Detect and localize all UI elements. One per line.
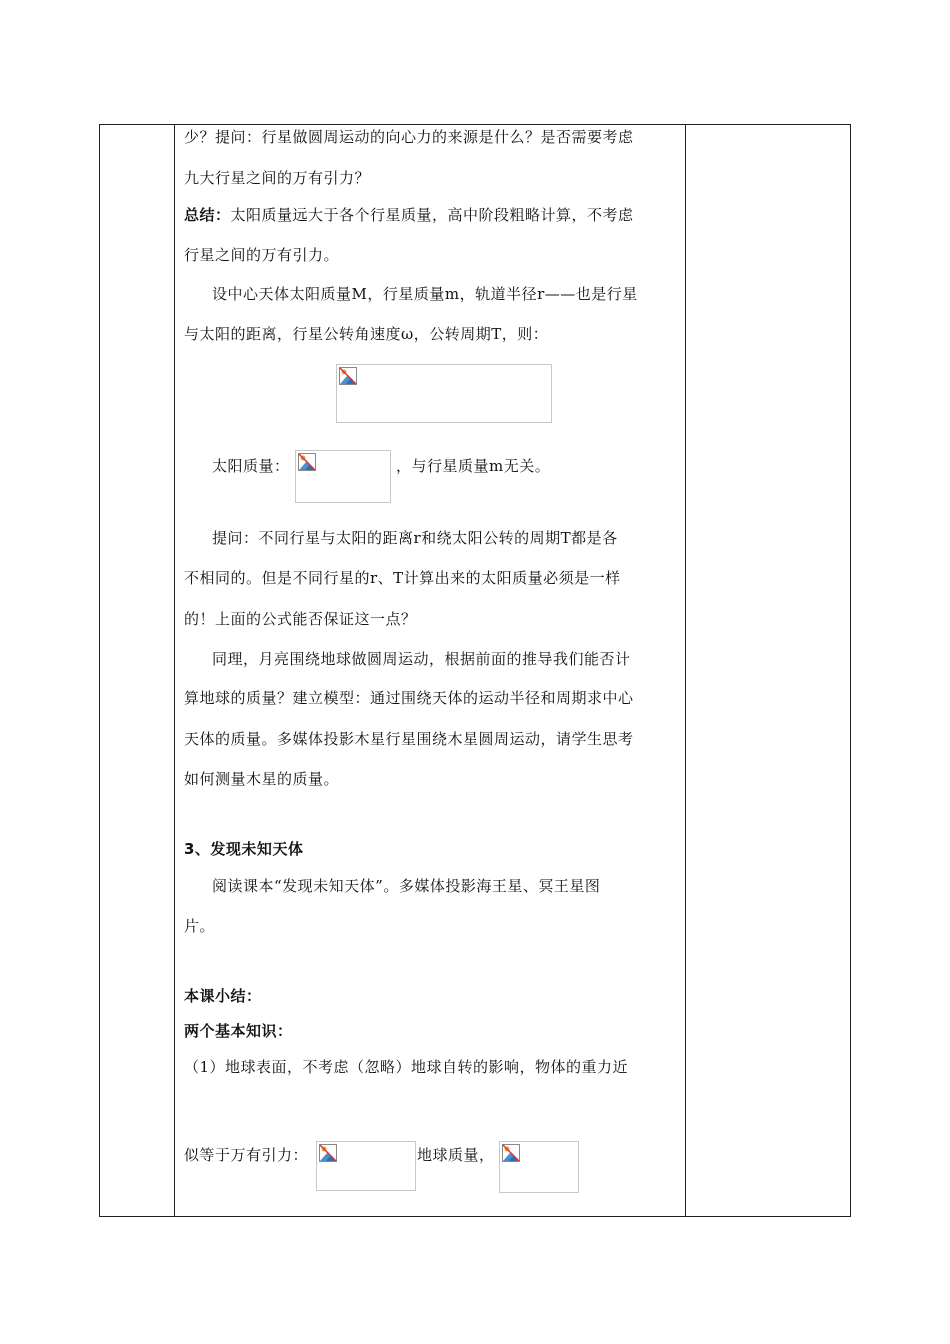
broken-image-icon <box>298 453 316 471</box>
text-line: （1）地球表面，不考虑（忽略）地球自转的影响，物体的重力近 <box>184 1058 629 1076</box>
text-line: 行星之间的万有引力。 <box>184 246 340 264</box>
text-line: ，与行星质量m无关。 <box>396 457 551 475</box>
text-line: 少？提问：行星做圆周运动的向心力的来源是什么？是否需要考虑 <box>184 128 634 146</box>
summary-text: 太阳质量远大于各个行星质量，高中阶段粗略计算，不考虑 <box>230 206 634 224</box>
section-heading: 3、发现未知天体 <box>184 840 304 858</box>
formula-image <box>295 450 391 503</box>
text-line: 提问：不同行星与太阳的距离r和绕太阳公转的周期T都是各 <box>212 529 618 547</box>
summary-label: 总结： <box>184 206 231 224</box>
formula-image <box>336 364 552 423</box>
column-divider-right <box>685 124 686 1217</box>
broken-image-icon <box>319 1144 337 1162</box>
text-line: 算地球的质量？建立模型：通过围绕天体的运动半径和周期求中心 <box>184 689 634 707</box>
text-line: 地球质量， <box>417 1146 495 1164</box>
text-line: 片。 <box>184 917 216 935</box>
text-line: 如何测量木星的质量。 <box>184 770 340 788</box>
text-line: 与太阳的距离，行星公转角速度ω，公转周期T，则： <box>184 325 549 343</box>
text-line: 九大行星之间的万有引力？ <box>184 169 371 187</box>
column-divider-left <box>174 124 175 1217</box>
formula-image <box>499 1141 579 1193</box>
text-line: 天体的质量。多媒体投影木星行星围绕木星圆周运动，请学生思考 <box>184 730 634 748</box>
text-line: 同理，月亮围绕地球做圆周运动，根据前面的推导我们能否计 <box>212 650 631 668</box>
broken-image-icon <box>502 1144 520 1162</box>
summary-line <box>184 205 634 225</box>
basics-heading: 两个基本知识： <box>184 1022 293 1040</box>
text-line: 设中心天体太阳质量M，行星质量m，轨道半径r——也是行星 <box>212 285 638 303</box>
formula-image <box>316 1141 416 1191</box>
text-line: 阅读课本“发现未知天体”。多媒体投影海王星、冥王星图 <box>212 877 601 895</box>
text-line: 太阳质量： <box>212 457 290 475</box>
text-line: 似等于万有引力： <box>184 1146 309 1164</box>
broken-image-icon <box>339 367 357 385</box>
text-line: 的！上面的公式能否保证这一点？ <box>184 610 417 628</box>
text-line: 不相同的。但是不同行星的r、T计算出来的太阳质量必须是一样 <box>184 569 621 587</box>
summary-heading: 本课小结： <box>184 987 262 1005</box>
